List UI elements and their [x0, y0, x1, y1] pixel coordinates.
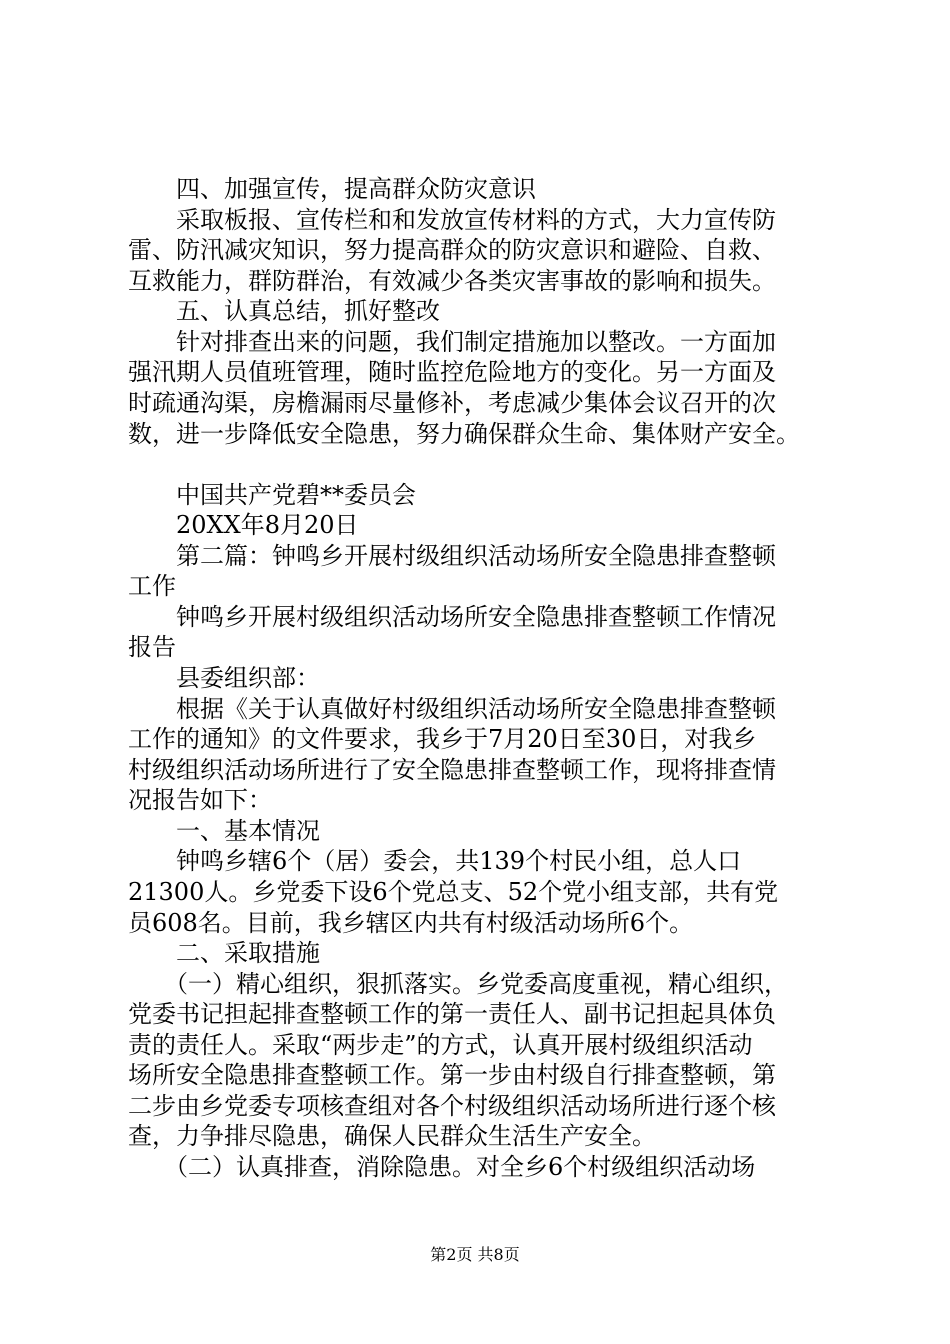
text-line: 数，进一步降低安全隐患，努力确保群众生命、集体财产安全。 — [128, 420, 800, 448]
text-line: 互救能力，群防群治，有效减少各类灾害事故的影响和损失。 — [128, 267, 776, 295]
text-line: 一、基本情况 — [128, 817, 320, 845]
text-line: 第二篇：钟鸣乡开展村级组织活动场所安全隐患排查整顿 — [128, 542, 776, 570]
text-line: 县委组织部： — [128, 664, 320, 692]
text-line: 钟鸣乡辖6个（居）委会，共139个村民小组，总人口 — [128, 847, 742, 875]
text-line: 责的责任人。采取“两步走”的方式，认真开展村级组织活动 — [128, 1031, 753, 1059]
text-line: 员608名。目前，我乡辖区内共有村级活动场所6个。 — [128, 909, 694, 937]
text-line: 工作 — [128, 572, 176, 600]
text-line: 查，力争排尽隐患，确保人民群众生活生产安全。 — [128, 1122, 656, 1150]
text-line: （一）精心组织，狠抓落实。乡党委高度重视，精心组织， — [128, 970, 788, 998]
text-line: 场所安全隐患排查整顿工作。第一步由村级自行排查整顿，第 — [128, 1061, 776, 1089]
text-line: 时疏通沟渠，房檐漏雨尽量修补，考虑减少集体会议召开的次 — [128, 389, 776, 417]
text-line: 二、采取措施 — [128, 939, 320, 967]
text-line: 针对排查出来的问题，我们制定措施加以整改。一方面加 — [128, 328, 776, 356]
text-line: 四、加强宣传，提高群众防灾意识 — [128, 175, 536, 203]
text-line: （二）认真排查，消除隐患。对全乡6个村级组织活动场 — [128, 1153, 756, 1181]
text-line: 村级组织活动场所进行了安全隐患排查整顿工作，现将排查情 — [128, 756, 776, 784]
text-line: 雷、防汛减灾知识，努力提高群众的防灾意识和避险、自救、 — [128, 236, 776, 264]
text-line: 报告 — [128, 633, 176, 661]
text-line: 20XX年8月20日 — [128, 511, 359, 539]
text-line: 21300人。乡党委下设6个党总支、52个党小组支部，共有党 — [128, 878, 779, 906]
text-line: 钟鸣乡开展村级组织活动场所安全隐患排查整顿工作情况 — [128, 603, 776, 631]
text-line: 党委书记担起排查整顿工作的第一责任人、副书记担起具体负 — [128, 1000, 776, 1028]
text-line: 工作的通知》的文件要求，我乡于7月20日至30日，对我乡 — [128, 725, 757, 753]
text-line: 中国共产党碧**委员会 — [128, 481, 416, 509]
text-line: 根据《关于认真做好村级组织活动场所安全隐患排查整顿 — [128, 695, 776, 723]
text-line: 采取板报、宣传栏和和发放宣传材料的方式，大力宣传防 — [128, 206, 776, 234]
text-line: 况报告如下： — [128, 786, 272, 814]
text-line: 二步由乡党委专项核查组对各个村级组织活动场所进行逐个核 — [128, 1092, 776, 1120]
text-line: 五、认真总结，抓好整改 — [128, 297, 440, 325]
page-footer: 第2页 共8页 — [430, 1245, 520, 1264]
text-line: 强汛期人员值班管理，随时监控危险地方的变化。另一方面及 — [128, 358, 776, 386]
